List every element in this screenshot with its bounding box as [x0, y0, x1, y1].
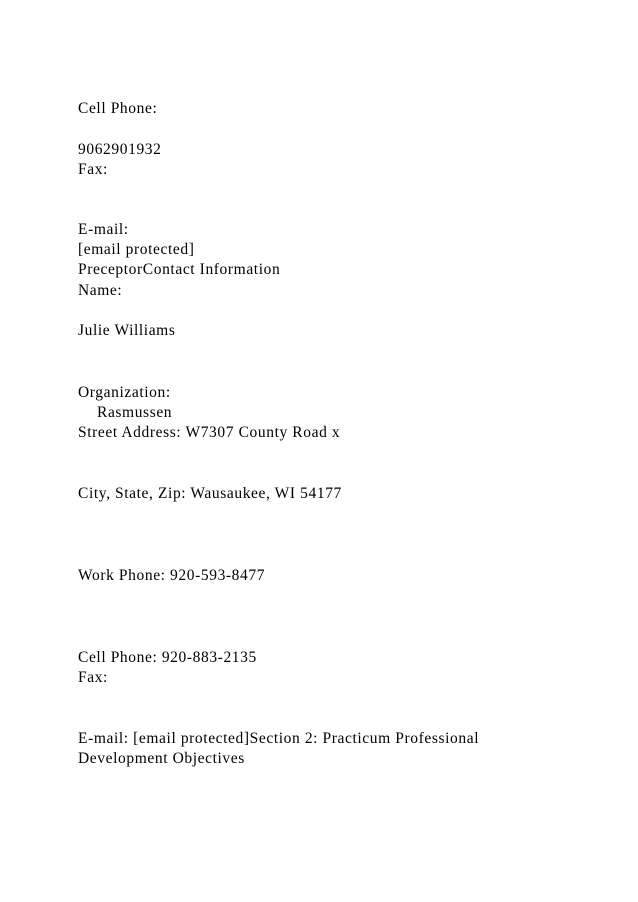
student-fax-label: Fax: — [78, 161, 108, 178]
preceptor-name-value: Julie Williams — [78, 322, 176, 339]
student-email-label: E-mail: — [78, 221, 129, 238]
student-email-value: [email protected] — [78, 241, 195, 258]
preceptor-city-state-zip: City, State, Zip: Wausaukee, WI 54177 — [78, 485, 342, 502]
preceptor-heading-rest: Contact Information — [142, 261, 281, 278]
preceptor-street-address: Street Address: W7307 County Road x — [78, 424, 341, 441]
section-2-heading-part1: Section 2: Practicum Professional — [249, 730, 480, 747]
student-cell-phone-value: 9062901932 — [78, 141, 162, 158]
preceptor-contact-heading — [78, 260, 280, 280]
preceptor-cell-phone: Cell Phone: 920-883-2135 — [78, 649, 257, 666]
preceptor-work-phone: Work Phone: 920-593-8477 — [78, 567, 266, 584]
preceptor-name-label: Name: — [78, 282, 123, 299]
section-2-heading-part2: Development Objectives — [78, 750, 245, 767]
preceptor-fax-label: Fax: — [78, 669, 108, 686]
student-cell-phone-label: Cell Phone: — [78, 100, 158, 117]
preceptor-organization-value: Rasmussen — [97, 404, 173, 421]
preceptor-heading-prefix: Preceptor — [78, 261, 143, 278]
preceptor-organization-label: Organization: — [78, 384, 171, 401]
preceptor-email-and-section-heading — [78, 729, 479, 749]
preceptor-email: E-mail: [email protected] — [78, 730, 250, 747]
